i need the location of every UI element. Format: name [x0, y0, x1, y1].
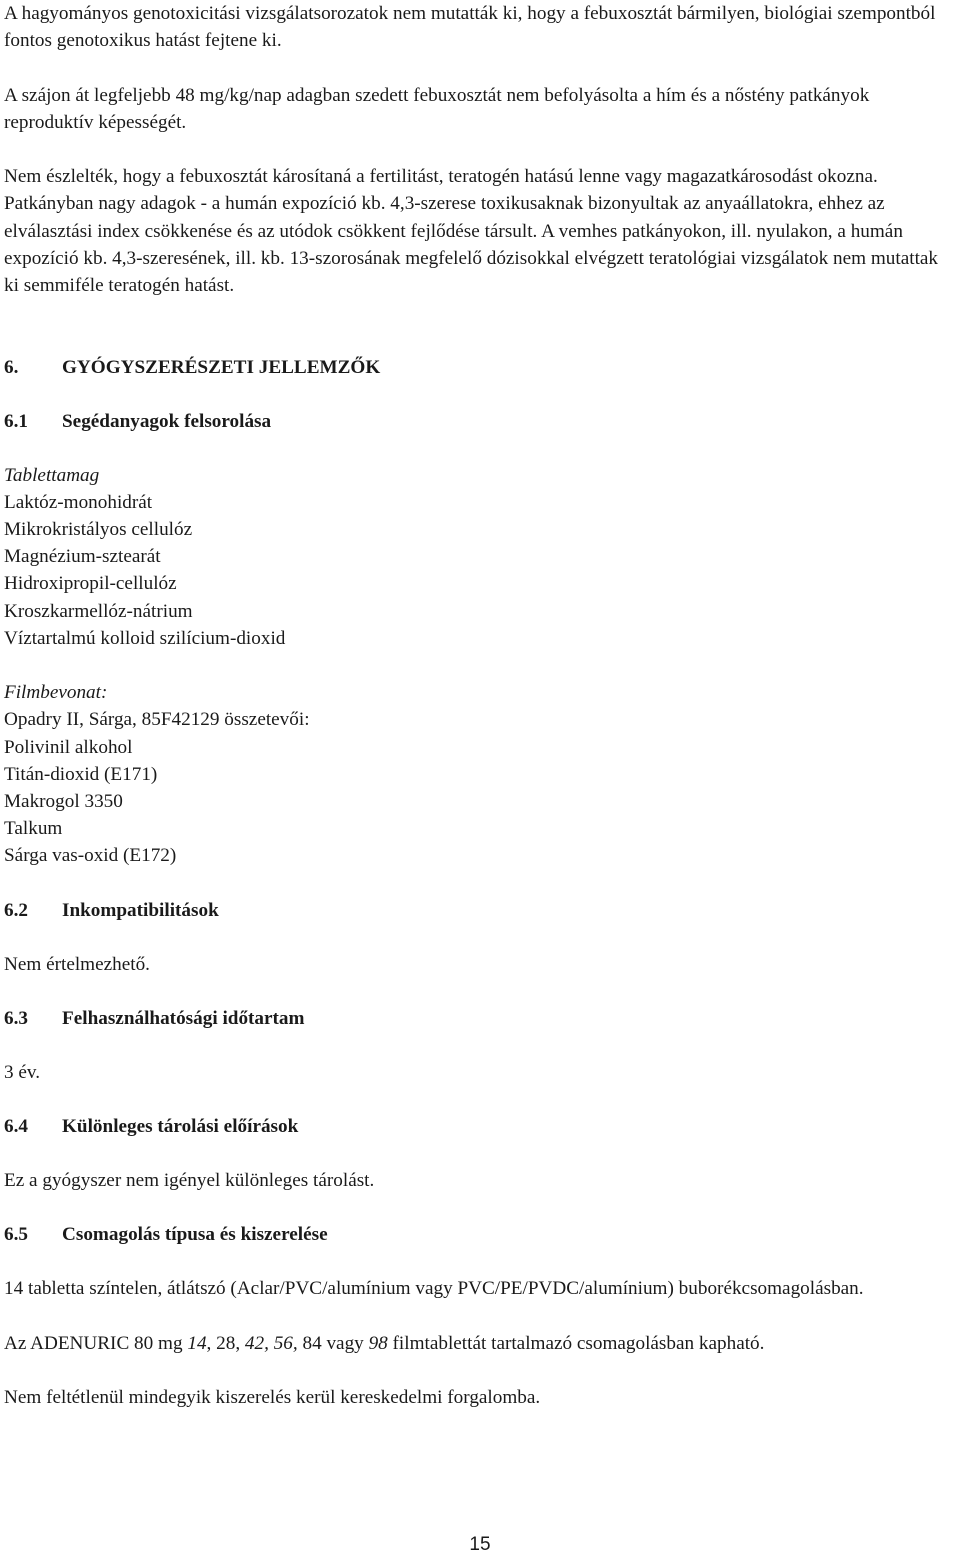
- list-item: Mikrokristályos cellulóz: [4, 519, 193, 541]
- section-6-4-number: 6.4: [4, 1116, 28, 1138]
- pack-sizes-text: Az ADENURIC 80 mg: [4, 1332, 188, 1354]
- section-6-1-number: 6.1: [4, 410, 28, 432]
- section-6-2-heading: [4, 897, 944, 924]
- section-6-heading: [4, 354, 944, 381]
- pack-size-italic: 98: [368, 1332, 388, 1354]
- section-6-1-title: Segédanyagok felsorolása: [62, 410, 272, 432]
- page-number: 15: [469, 1534, 491, 1555]
- list-item: Hidroxipropil-cellulóz: [4, 573, 177, 595]
- list-item: Kroszkarmellóz-nátrium: [4, 600, 193, 622]
- list-item: Laktóz-monohidrát: [4, 491, 153, 513]
- reproduction-paragraph: A szájon át legfeljebb 48 mg/kg/nap adagban szedett febuxosztát nem befolyásolta a hím és a nőstény patkányok reproduktív képességét.: [4, 84, 870, 133]
- section-6-3-number: 6.3: [4, 1007, 28, 1029]
- tablet-core-list: [4, 462, 944, 652]
- section-6-5-number: 6.5: [4, 1224, 28, 1246]
- film-coating-list: [4, 679, 944, 869]
- list-item: Opadry II, Sárga, 85F42129 összetevői:: [4, 709, 310, 731]
- list-item: Sárga vas-oxid (E172): [4, 845, 177, 867]
- section-6-3-heading: [4, 1005, 944, 1032]
- list-item: Titán-dioxid (E171): [4, 763, 158, 785]
- section-6-3-text: 3 év.: [4, 1061, 41, 1083]
- section-6-4-text: Ez a gyógyszer nem igényel különleges tárolást.: [4, 1170, 375, 1192]
- pack-size-italic: 14: [187, 1332, 207, 1354]
- list-item: Magnézium-sztearát: [4, 546, 161, 568]
- list-item: Víztartalmú kolloid szilícium-dioxid: [4, 627, 286, 649]
- pack-sizes-text: 84 vagy: [297, 1332, 369, 1354]
- genotoxicity-paragraph: A hagyományos genotoxicitási vizsgálatsorozatok nem mutatták ki, hogy a febuxosztát bármilyen, biológiai szempontból fontos genotoxikus hatást fejtene ki.: [4, 3, 936, 52]
- section-6-2-text: Nem értelmezhető.: [4, 953, 150, 975]
- document-page: [4, 0, 944, 1411]
- section-6-2-number: 6.2: [4, 899, 28, 921]
- pack-size-italic: 42, 56,: [244, 1332, 298, 1354]
- list-item: Talkum: [4, 818, 63, 840]
- section-6-number: 6.: [4, 356, 19, 378]
- film-coating-label: Filmbevonat:: [4, 682, 108, 704]
- list-item: Makrogol 3350: [4, 790, 123, 812]
- pack-sizes-text: filmtablettát tartalmazó csomagolásban kapható.: [387, 1332, 765, 1354]
- section-6-1-heading: [4, 408, 944, 435]
- section-6-5-heading: [4, 1221, 944, 1248]
- section-6-3-title: Felhasználhatósági időtartam: [62, 1007, 305, 1029]
- section-6-4-title: Különleges tárolási előírások: [62, 1116, 299, 1138]
- tablet-core-label: Tablettamag: [4, 464, 100, 486]
- pack-sizes-paragraph: [4, 1330, 944, 1357]
- teratogenicity-paragraph: Nem észlelték, hogy a febuxosztát károsítaná a fertilitást, teratogén hatású lenne vagy magazatkárosodást okozna. Patkányban nagy adagok - a humán expozíció kb. 4,3-szerese toxikusaknak bizonyultak az anyaállatokra, ehhez az elválasztási index csökkenése és az utódok csökkent fejlődése társult. A vemhes patkányokon, ill. nyulakon, a humán expozíció kb. 4,3-szeresének, ill. kb. 13-szorosának megfelelő dózisokkal elvégzett teratológiai vizsgálatok nem mutattak ki semmiféle teratogén hatást.: [4, 166, 939, 297]
- section-6-title: GYÓGYSZERÉSZETI JELLEMZŐK: [62, 356, 381, 378]
- section-6-5-title: Csomagolás típusa és kiszerelése: [62, 1224, 328, 1246]
- section-6-4-heading: [4, 1113, 944, 1140]
- pack-sizes-text: , 28,: [206, 1332, 245, 1354]
- marketing-note: Nem feltétlenül mindegyik kiszerelés kerül kereskedelmi forgalomba.: [4, 1387, 541, 1408]
- list-item: Polivinil alkohol: [4, 736, 133, 758]
- packaging-description: 14 tabletta színtelen, átlátszó (Aclar/PVC/alumínium vagy PVC/PE/PVDC/alumínium) buborékcsomagolásban.: [4, 1278, 864, 1300]
- section-6-2-title: Inkompatibilitások: [62, 899, 219, 921]
